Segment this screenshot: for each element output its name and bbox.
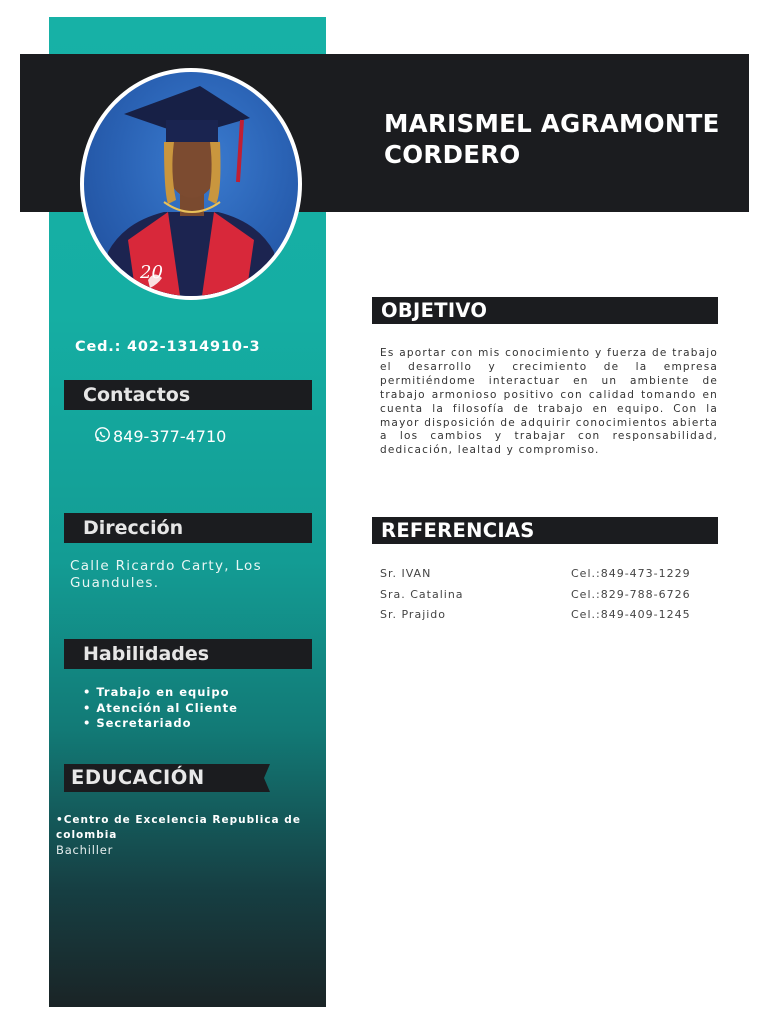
- objective-text: Es aportar con mis conocimiento y fuerza de trabajo el desarrollo y crecimiento de la empresa permitiéndome interactuar en un ambiente de trabajo armonioso positivo con calidad tomando en cuenta la filosofía de trabajo en equipo. Con la mayor disposición de adquirir conocimientos abierta a los cambios y trabajar con responsabilidad, dedicación, lealtad y compromiso.: [380, 347, 718, 457]
- references-heading: REFERENCIAS: [372, 517, 718, 544]
- profile-photo: [80, 68, 302, 300]
- education-heading: [64, 764, 270, 792]
- reference-name: Sr. IVAN: [380, 567, 432, 580]
- reference-phone: Cel.:849-473-1229: [571, 567, 691, 580]
- skill-item: • Atención al Cliente: [83, 700, 238, 715]
- id-number: Ced.: 402-1314910-3: [75, 339, 261, 355]
- phone-number: 849-377-4710: [113, 427, 227, 446]
- contacts-heading: Contactos: [64, 380, 312, 410]
- skill-item: • Trabajo en equipo: [83, 685, 230, 699]
- address-text: Calle Ricardo Carty, Los Guandules.: [70, 558, 262, 591]
- skill-item: • Secretariado: [83, 716, 192, 730]
- page-title: MARISMEL AGRAMONTE CORDERO: [384, 109, 720, 169]
- skills-list: [83, 685, 238, 732]
- reference-name: Sra. Catalina: [380, 587, 464, 601]
- education-school: •Centro de Excelencia Republica de colombia: [56, 814, 301, 841]
- objective-heading: OBJETIVO: [372, 297, 718, 324]
- reference-phone: Cel.:829-788-6726: [571, 587, 691, 601]
- skills-heading: Habilidades: [64, 639, 312, 669]
- address-heading: Dirección: [64, 513, 312, 543]
- svg-text:20: 20: [140, 262, 163, 283]
- whatsapp-icon: [94, 426, 111, 447]
- reference-phone: Cel.:849-409-1245: [571, 608, 691, 621]
- education-title: EDUCACIÓN: [71, 766, 205, 789]
- phone-contact: [94, 426, 226, 447]
- reference-name: Sr. Prajido: [380, 608, 447, 621]
- education-degree: Bachiller: [56, 843, 114, 857]
